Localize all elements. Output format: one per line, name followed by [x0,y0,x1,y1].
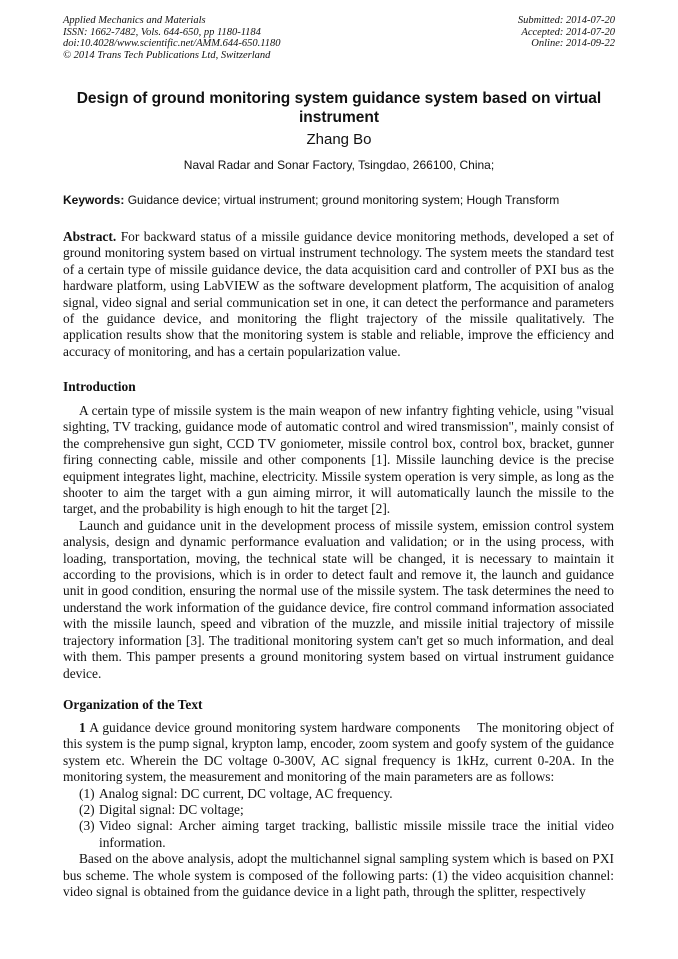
list-item: (3) Video signal: Archer aiming target tracking, ballistic missile missile trace the initial video information. [79,818,614,850]
paper-title: Design of ground monitoring system guidance system based on virtual instrument [76,90,602,126]
organization-heading: Organization of the Text [63,697,203,712]
journal-name: Applied Mechanics and Materials [63,15,206,26]
org-paragraph-2: Based on the above analysis, adopt the multichannel signal sampling system which is based on PXI bus scheme. The whole system is composed of the following parts: (1) the video acquisition channel: video signal is obtained from the guidance device in a light path, through the splitter, respectively [63,851,614,900]
accepted-date: Accepted: 2014-07-20 [521,26,615,38]
doi: doi:10.4028/www.scientific.net/AMM.644-650.1180 [63,38,281,50]
list-item: (1) Analog signal: DC current, DC voltage, AC frequency. [79,785,393,801]
keywords [63,193,638,207]
issn: ISSN: 1662-7482, Vols. 644-650, pp 1180-1184 [63,26,261,38]
introduction-section [63,403,614,682]
author: Zhang Bo [306,131,372,148]
intro-paragraph-2: Launch and guidance unit in the development process of missile system, emission control system analysis, design and dynamic performance evaluation and validation; or in the using process, with loading, transportation, moving, the technical state will be changed, it is necessary to maintain it according to the provisions, which is in order to detect fault and remove it, the launch and guidance unit in good condition, ensuring the normal use of the missile system. The task determines the need to understand the work information of the guidance device, fire control command information associated with the missile launch, speed and vibration of the muzzle, and missile initial trajectory of missile trajectory information [3]. The traditional monitoring system can't get so much information, and deal with them. This pamper presents a ground monitoring system based on virtual instrument guidance device. [63,517,614,681]
list-item: (2) Digital signal: DC voltage; [79,802,244,818]
affiliation: Naval Radar and Sonar Factory, Tsingdao, 266100, China; [183,158,495,172]
submitted-date: Submitted: 2014-07-20 [517,15,615,26]
abstract-text: For backward status of a missile guidance device monitoring methods, developed a set of ground monitoring system based on virtual instrument technology. The system meets the standard test of a certain type of missile guidance device, the data acquisition card and controller of PXI bus as the hardware platform, using LabVIEW as the software development platform, The acquisition of analog signal, video signal and serial communication set in one, it can detect the performance and parameters of the guidance device, and monitoring the flight trajectory of the missile qualitatively. The application results show that the monitoring system is stable and reliable, improve the efficiency and accuracy of monitoring, and has a certain popularization value. [63,229,614,359]
abstract [63,229,614,360]
copyright: © 2014 Trans Tech Publications Ltd, Switzerland [63,49,271,61]
keywords-text: Guidance device; virtual instrument; ground monitoring system; Hough Transform [127,193,560,207]
online-date: Online: 2014-09-22 [531,38,615,50]
keywords-label: Keywords: [63,193,125,207]
organization-section [63,720,614,900]
abstract-label: Abstract. [63,229,117,244]
introduction-heading: Introduction [63,379,136,394]
section-number: 1 [79,720,86,735]
org-paragraph-1-text: A guidance device ground monitoring system hardware components The monitoring object of this system is the pump signal, krypton lamp, encoder, zoom system and goofy system of the guidance system etc. Wherein the DC voltage 0-300V, AC signal frequency is 1kHz, current 0-20A. In the monitoring system, the measurement and monitoring of the main parameters are as follows: [63,720,614,785]
org-paragraph-1 [63,720,614,786]
intro-paragraph-1: A certain type of missile system is the main weapon of new infantry fighting vehicle, using "visual sighting, TV tracking, guidance mode of automatic control and wired transmission", mainly consist of the comprehensive gun sight, CCD TV goniometer, missile control box, control box, bracket, gunner firing connecting cable, missile and other components [1]. Missile launching device is the precise equipment integrates light, machine, electricity. Missile system operation is very simple, as long as the shooter to aim the target with a gun aiming mirror, it will automatically launch the missile to the target, and the probability is high enough to hit the target [2]. [63,403,614,517]
parameter-list [63,786,614,852]
